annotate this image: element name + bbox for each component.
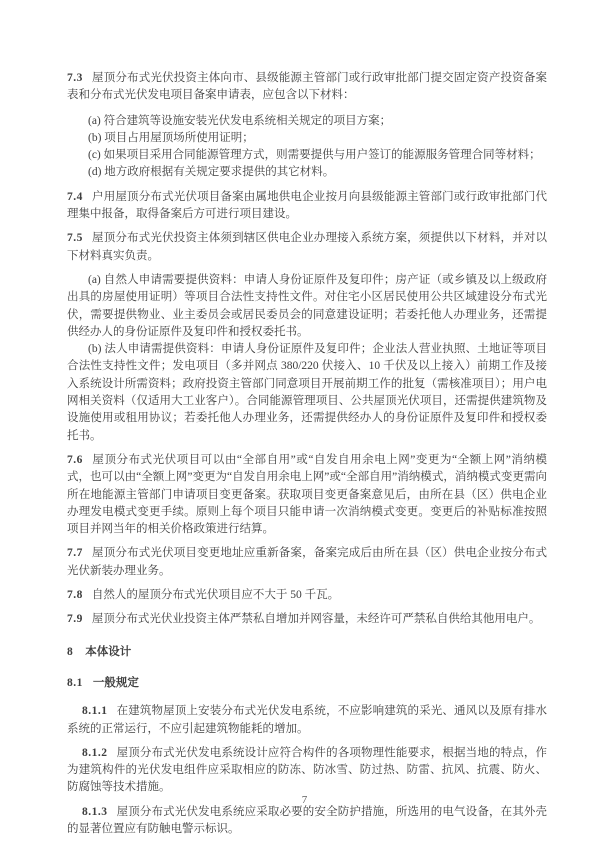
subclause-number: 8.1.1: [82, 705, 108, 718]
chapter-number: 8: [67, 645, 74, 658]
clause-number: 7.8: [67, 589, 83, 602]
clause-7-6: [67, 452, 547, 538]
subclause-text: 屋顶分布式光伏发电系统设计应符合构件的各项物理性能要求，根据当地的特点，作为建筑构件的光伏发电组件应采取相应的防冻、防冰雪、防过热、防雷、抗风、抗震、防火、防腐蚀等技术措施。: [67, 746, 547, 794]
clause-number: 7.9: [67, 613, 83, 626]
subclause-8-1-1: [67, 703, 547, 738]
clause-7-3-items: [67, 113, 547, 182]
clause-text: 屋顶分布式光伏项目变更地址应重新备案，备案完成后由所在县（区）供电企业按分布式光伏新装办理业务。: [67, 547, 547, 577]
list-item-c: (c) 如果项目采用合同能源管理方式，则需要提供与用户签订的能源服务管理合同等材料；: [88, 149, 541, 162]
clause-number: 7.5: [67, 232, 83, 245]
clause-7-8: [67, 587, 547, 604]
clause-number: 7.4: [67, 190, 83, 203]
clause-7-5-subparas: [67, 272, 547, 445]
clause-7-4: [67, 189, 547, 224]
chapter-heading-8: [67, 644, 547, 661]
list-item-a: (a) 符合建筑等设施安装光伏发电系统相关规定的项目方案；: [88, 114, 392, 127]
list-item-d: (d) 地方政府根据有关规定要求提供的其它材料。: [88, 166, 335, 179]
clause-number: 7.6: [67, 453, 83, 466]
clause-text: 屋顶分布式光伏业投资主体严禁私自增加并网容量，未经许可严禁私自供给其他用电户。: [91, 613, 541, 626]
section-heading-8-1: [67, 675, 547, 692]
clause-text: 户用屋顶分布式光伏项目备案由属地供电企业按月向县级能源主管部门或行政审批部门代理集中报备，取得备案后方可进行项目建设。: [67, 190, 547, 221]
clause-number: 7.7: [67, 547, 83, 560]
subpara-a: (a) 自然人申请需要提供资料：申请人身份证原件及复印件；房产证（或乡镇及以上级政府出具的房屋使用证明）等项目合法性支持性文件。对住宅小区居民使用公共区域建设分布式光伏，需要提供物业、业主委员会或居民委员会的同意建设证明；若委托他人办理业务，还需提供经办人的身份证原件及复印件和授权委托书。: [67, 273, 547, 338]
subpara-b: (b) 法人申请需提供资料：申请人身份证原件及复印件；企业法人营业执照、土地证等项目合法性支持性文件；发电项目（多并网点 380/220 伏接入、10 千伏及以上接入）前期工作及接入系统设计所需资料；政府投资主管部门同意项目开展前期工作的批复（需核准项目）；用户电网相关资料（仅适用大工业客户）。合同能源管理项目、公共屋顶光伏项目，还需提供建筑物及设施使用或租用协议；若委托他人办理业务，还需提供经办人的身份证原件及复印件和授权委托书。: [67, 343, 547, 442]
section-number: 8.1: [67, 676, 83, 689]
clause-text: 屋顶分布式光伏投资主体向市、县级能源主管部门或行政审批部门提交固定资产投资备案表和分布式光伏发电项目备案申请表，应包含以下材料：: [67, 72, 547, 102]
clause-text: 屋顶分布式光伏投资主体须到辖区供电企业办理接入系统方案，须提供以下材料，并对以下材料真实负责。: [67, 232, 547, 262]
page-number: 7: [301, 794, 308, 806]
subclause-number: 8.1.2: [82, 746, 108, 759]
clause-7-9: [67, 611, 547, 628]
clause-7-3: [67, 70, 547, 105]
subclause-text: 在建筑物屋顶上安装分布式光伏发电系统，不应影响建筑的采光、通风以及原有排水系统的正常运行，不应引起建筑物能耗的增加。: [67, 705, 547, 735]
clause-7-7: [67, 545, 547, 580]
subclause-text: 屋顶分布式光伏发电系统应采取必要的安全防护措施，所选用的电气设备，在其外壳的显著位置应有防触电警示标识。: [67, 805, 547, 835]
clause-text: 自然人的屋顶分布式光伏项目应不大于 50 千瓦。: [91, 589, 340, 602]
list-item-b: (b) 项目占用屋顶场所使用证明；: [88, 131, 254, 144]
clause-7-5: [67, 230, 547, 265]
clause-text: 屋顶分布式光伏项目可以由“全部自用”或“自发自用余电上网”变更为“全额上网”消纳模式，也可以由“全额上网”变更为“自发自用余电上网”或“全部自用”消纳模式，消纳模式变更需向所在地能源主管部门申请项目变更备案。获取项目变更备案意见后，由所在县（区）供电企业办理发电模式变更手续。原则上每个项目只能申请一次消纳模式变更。变更后的补贴标准按照项目并网当年的相关价格政策进行结算。: [67, 453, 547, 536]
clause-number: 7.3: [67, 72, 83, 84]
section-title: 一般规定: [92, 676, 139, 689]
chapter-title: 本体设计: [85, 645, 132, 658]
subclause-number: 8.1.3: [82, 805, 108, 818]
subclause-8-1-2: [67, 745, 547, 797]
